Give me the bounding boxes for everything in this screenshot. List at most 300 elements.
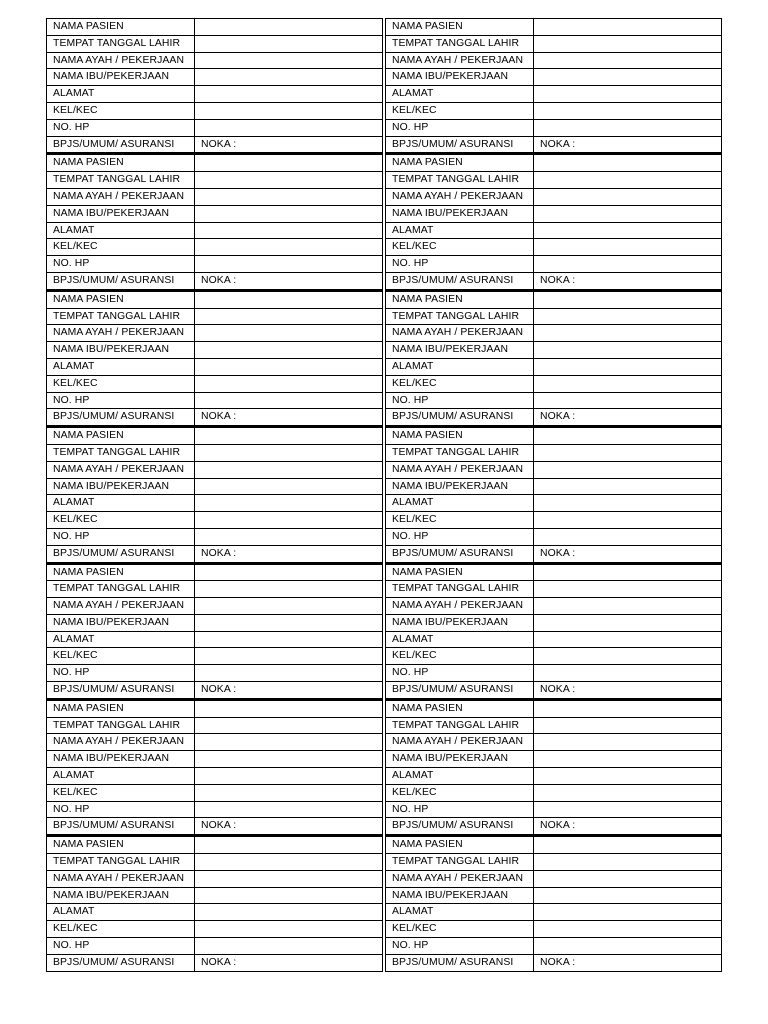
form-row [386, 358, 722, 375]
form-row [386, 751, 722, 768]
field-label: NAMA IBU/PEKERJAAN [386, 614, 534, 631]
form-row [47, 19, 383, 36]
field-label: ALAMAT [386, 904, 534, 921]
field-label: NAMA PASIEN [386, 837, 534, 854]
field-value[interactable] [534, 102, 722, 119]
field-value[interactable] [195, 325, 383, 342]
form-row [386, 734, 722, 751]
field-value[interactable] [195, 784, 383, 801]
field-value[interactable] [195, 631, 383, 648]
field-label: BPJS/UMUM/ ASURANSI [47, 136, 195, 153]
field-label: ALAMAT [386, 631, 534, 648]
form-row [386, 938, 722, 955]
field-label: NO. HP [386, 801, 534, 818]
field-label: KEL/KEC [47, 102, 195, 119]
patient-record-block [385, 291, 722, 427]
form-row [386, 495, 722, 512]
field-label: NAMA PASIEN [386, 428, 534, 445]
field-label: NAMA IBU/PEKERJAAN [47, 614, 195, 631]
field-label: NAMA PASIEN [386, 19, 534, 36]
form-row [47, 358, 383, 375]
form-row [47, 52, 383, 69]
field-value[interactable] [534, 69, 722, 86]
form-row [386, 904, 722, 921]
form-row [47, 784, 383, 801]
field-value[interactable] [534, 119, 722, 136]
field-label: ALAMAT [47, 222, 195, 239]
field-value[interactable] [195, 119, 383, 136]
field-label: BPJS/UMUM/ ASURANSI [47, 818, 195, 835]
form-row [47, 444, 383, 461]
form-row [47, 938, 383, 955]
field-label: NAMA PASIEN [47, 291, 195, 308]
field-value[interactable]: NOKA : [534, 682, 722, 699]
field-value[interactable] [195, 35, 383, 52]
field-label: KEL/KEC [386, 921, 534, 938]
field-label: NO. HP [47, 256, 195, 273]
field-value[interactable] [195, 155, 383, 172]
form-row [386, 172, 722, 189]
field-value[interactable] [195, 768, 383, 785]
field-value[interactable] [195, 52, 383, 69]
form-row [47, 35, 383, 52]
field-label: NAMA PASIEN [47, 837, 195, 854]
field-label: NAMA IBU/PEKERJAAN [386, 342, 534, 359]
field-label: NO. HP [386, 665, 534, 682]
form-row [47, 768, 383, 785]
field-value[interactable] [534, 256, 722, 273]
field-value[interactable] [534, 631, 722, 648]
field-label: ALAMAT [386, 86, 534, 103]
field-value[interactable] [195, 172, 383, 189]
field-value[interactable]: NOKA : [534, 818, 722, 835]
form-row [386, 308, 722, 325]
field-value[interactable] [195, 614, 383, 631]
field-value[interactable] [534, 734, 722, 751]
field-label: NO. HP [386, 528, 534, 545]
form-row [47, 921, 383, 938]
field-value[interactable] [195, 512, 383, 529]
field-label: ALAMAT [386, 768, 534, 785]
field-value[interactable] [534, 854, 722, 871]
patient-record-block [46, 18, 383, 154]
field-label: NO. HP [47, 938, 195, 955]
form-row [47, 717, 383, 734]
field-value[interactable] [534, 291, 722, 308]
field-label: NAMA PASIEN [386, 700, 534, 717]
field-label: NAMA AYAH / PEKERJAAN [386, 598, 534, 615]
form-row [47, 119, 383, 136]
field-value[interactable] [534, 19, 722, 36]
field-value[interactable] [534, 35, 722, 52]
field-value[interactable] [195, 102, 383, 119]
form-row [47, 870, 383, 887]
form-row [386, 598, 722, 615]
form-row [47, 155, 383, 172]
field-value[interactable] [534, 308, 722, 325]
patient-record-block [46, 700, 383, 836]
patient-record-block [46, 836, 383, 971]
field-label: NAMA PASIEN [47, 155, 195, 172]
field-value[interactable] [534, 700, 722, 717]
form-row [386, 239, 722, 256]
field-value[interactable] [534, 358, 722, 375]
form-row [47, 478, 383, 495]
field-label: NAMA AYAH / PEKERJAAN [386, 461, 534, 478]
form-row [386, 69, 722, 86]
field-value[interactable] [534, 375, 722, 392]
form-row [386, 19, 722, 36]
form-row [47, 682, 383, 699]
field-value[interactable] [195, 375, 383, 392]
form-row [386, 887, 722, 904]
form-row [47, 854, 383, 871]
patient-record-block [385, 564, 722, 700]
field-label: BPJS/UMUM/ ASURANSI [386, 682, 534, 699]
form-row [47, 700, 383, 717]
form-row [47, 461, 383, 478]
field-label: ALAMAT [47, 495, 195, 512]
field-value[interactable] [195, 205, 383, 222]
field-label: NAMA PASIEN [386, 155, 534, 172]
field-value[interactable] [195, 648, 383, 665]
field-label: NAMA IBU/PEKERJAAN [386, 478, 534, 495]
form-row [386, 272, 722, 289]
form-row [47, 495, 383, 512]
field-value[interactable] [534, 342, 722, 359]
field-label: TEMPAT TANGGAL LAHIR [386, 308, 534, 325]
field-value[interactable] [534, 581, 722, 598]
patient-record-block [46, 154, 383, 290]
field-value[interactable] [534, 239, 722, 256]
field-label: KEL/KEC [47, 239, 195, 256]
form-row [386, 700, 722, 717]
field-label: ALAMAT [47, 631, 195, 648]
field-value[interactable] [195, 461, 383, 478]
field-value[interactable] [534, 495, 722, 512]
field-value[interactable] [195, 222, 383, 239]
field-value[interactable] [534, 904, 722, 921]
field-value[interactable] [195, 870, 383, 887]
field-value[interactable] [195, 69, 383, 86]
field-value[interactable] [534, 768, 722, 785]
field-label: TEMPAT TANGGAL LAHIR [47, 172, 195, 189]
field-value[interactable] [195, 392, 383, 409]
patient-record-block [385, 427, 722, 563]
field-label: KEL/KEC [47, 375, 195, 392]
field-label: NAMA IBU/PEKERJAAN [386, 887, 534, 904]
field-value[interactable] [195, 308, 383, 325]
field-label: NAMA AYAH / PEKERJAAN [47, 52, 195, 69]
form-row [47, 375, 383, 392]
form-row [47, 598, 383, 615]
form-row [386, 818, 722, 835]
field-label: NAMA PASIEN [47, 564, 195, 581]
form-column-right [385, 18, 722, 972]
field-value[interactable] [534, 478, 722, 495]
field-value[interactable] [195, 188, 383, 205]
form-row [47, 751, 383, 768]
patient-record-block [385, 18, 722, 154]
field-label: KEL/KEC [47, 784, 195, 801]
field-value[interactable] [534, 564, 722, 581]
field-label: NAMA IBU/PEKERJAAN [386, 69, 534, 86]
form-row [386, 631, 722, 648]
form-row [386, 768, 722, 785]
field-value[interactable] [195, 239, 383, 256]
field-label: TEMPAT TANGGAL LAHIR [47, 308, 195, 325]
field-value[interactable] [534, 717, 722, 734]
field-value[interactable] [534, 512, 722, 529]
field-label: NAMA AYAH / PEKERJAAN [386, 325, 534, 342]
field-label: NAMA IBU/PEKERJAAN [47, 478, 195, 495]
field-value[interactable] [534, 614, 722, 631]
field-label: NAMA PASIEN [386, 291, 534, 308]
field-value[interactable] [534, 598, 722, 615]
field-label: BPJS/UMUM/ ASURANSI [386, 545, 534, 562]
field-value[interactable]: NOKA : [195, 409, 383, 426]
field-label: BPJS/UMUM/ ASURANSI [386, 136, 534, 153]
field-label: NAMA AYAH / PEKERJAAN [47, 188, 195, 205]
patient-record-block [385, 154, 722, 290]
field-label: KEL/KEC [386, 102, 534, 119]
field-label: ALAMAT [47, 86, 195, 103]
field-label: TEMPAT TANGGAL LAHIR [47, 444, 195, 461]
field-value[interactable] [534, 938, 722, 955]
field-label: NAMA IBU/PEKERJAAN [47, 342, 195, 359]
field-label: KEL/KEC [386, 648, 534, 665]
field-value[interactable] [534, 887, 722, 904]
form-row [386, 545, 722, 562]
field-label: NO. HP [47, 528, 195, 545]
field-label: NAMA AYAH / PEKERJAAN [47, 461, 195, 478]
field-value[interactable] [195, 528, 383, 545]
form-row [47, 86, 383, 103]
form-row [47, 564, 383, 581]
field-label: ALAMAT [386, 358, 534, 375]
form-row [386, 52, 722, 69]
form-row [47, 648, 383, 665]
field-value[interactable] [195, 342, 383, 359]
form-row [47, 631, 383, 648]
field-value[interactable] [534, 155, 722, 172]
form-row [47, 308, 383, 325]
field-value[interactable] [195, 581, 383, 598]
field-label: KEL/KEC [386, 375, 534, 392]
field-value[interactable] [195, 564, 383, 581]
field-value[interactable] [534, 751, 722, 768]
form-row [386, 222, 722, 239]
field-value[interactable] [195, 887, 383, 904]
field-value[interactable] [195, 478, 383, 495]
field-value[interactable] [534, 222, 722, 239]
field-label: BPJS/UMUM/ ASURANSI [47, 682, 195, 699]
form-row [386, 444, 722, 461]
field-value[interactable] [195, 428, 383, 445]
field-value[interactable] [195, 700, 383, 717]
form-row [47, 188, 383, 205]
field-label: NO. HP [386, 938, 534, 955]
field-value[interactable] [195, 904, 383, 921]
form-row [47, 392, 383, 409]
form-row [386, 136, 722, 153]
field-value[interactable] [534, 52, 722, 69]
form-row [47, 172, 383, 189]
field-value[interactable]: NOKA : [195, 818, 383, 835]
field-value[interactable] [534, 428, 722, 445]
field-value[interactable] [534, 784, 722, 801]
field-label: NAMA IBU/PEKERJAAN [386, 751, 534, 768]
form-row [386, 648, 722, 665]
field-value[interactable] [195, 291, 383, 308]
field-label: NAMA IBU/PEKERJAAN [47, 205, 195, 222]
field-value[interactable] [195, 837, 383, 854]
form-row [47, 734, 383, 751]
field-value[interactable] [195, 256, 383, 273]
field-label: TEMPAT TANGGAL LAHIR [47, 717, 195, 734]
field-label: NO. HP [386, 392, 534, 409]
form-row [386, 256, 722, 273]
field-value[interactable] [534, 392, 722, 409]
field-label: TEMPAT TANGGAL LAHIR [47, 581, 195, 598]
form-row [386, 86, 722, 103]
field-label: TEMPAT TANGGAL LAHIR [47, 35, 195, 52]
field-value[interactable] [534, 172, 722, 189]
field-label: NO. HP [47, 119, 195, 136]
field-value[interactable] [534, 188, 722, 205]
form-row [47, 69, 383, 86]
field-label: KEL/KEC [386, 784, 534, 801]
field-value[interactable] [195, 598, 383, 615]
field-value[interactable]: NOKA : [195, 545, 383, 562]
field-label: TEMPAT TANGGAL LAHIR [386, 717, 534, 734]
form-row [47, 256, 383, 273]
form-row [47, 409, 383, 426]
field-value[interactable] [534, 921, 722, 938]
form-row [47, 205, 383, 222]
form-row [386, 392, 722, 409]
field-value[interactable] [195, 495, 383, 512]
field-value[interactable] [195, 734, 383, 751]
field-value[interactable] [534, 648, 722, 665]
form-row [386, 342, 722, 359]
field-value[interactable]: NOKA : [534, 272, 722, 289]
field-value[interactable] [195, 717, 383, 734]
form-row [47, 272, 383, 289]
form-row [47, 904, 383, 921]
field-label: NAMA IBU/PEKERJAAN [47, 751, 195, 768]
field-value[interactable] [195, 86, 383, 103]
form-row [386, 682, 722, 699]
field-label: NAMA AYAH / PEKERJAAN [386, 870, 534, 887]
field-value[interactable]: NOKA : [195, 272, 383, 289]
form-row [47, 239, 383, 256]
field-value[interactable] [534, 528, 722, 545]
form-row [386, 921, 722, 938]
field-label: TEMPAT TANGGAL LAHIR [386, 444, 534, 461]
form-row [47, 837, 383, 854]
form-row [386, 205, 722, 222]
field-value[interactable]: NOKA : [534, 545, 722, 562]
form-row [386, 837, 722, 854]
field-value[interactable] [195, 801, 383, 818]
field-label: NAMA PASIEN [47, 19, 195, 36]
field-label: BPJS/UMUM/ ASURANSI [47, 954, 195, 971]
field-value[interactable] [195, 665, 383, 682]
field-value[interactable] [195, 358, 383, 375]
form-row [386, 717, 722, 734]
field-value[interactable] [534, 444, 722, 461]
form-column-left [46, 18, 383, 972]
form-row [47, 614, 383, 631]
patient-record-block [46, 291, 383, 427]
field-value[interactable] [534, 801, 722, 818]
field-value[interactable]: NOKA : [195, 682, 383, 699]
form-row [47, 291, 383, 308]
field-value[interactable]: NOKA : [534, 954, 722, 971]
field-label: BPJS/UMUM/ ASURANSI [47, 409, 195, 426]
form-row [386, 784, 722, 801]
field-label: ALAMAT [47, 768, 195, 785]
field-value[interactable] [195, 444, 383, 461]
field-value[interactable] [534, 205, 722, 222]
form-row [386, 375, 722, 392]
field-label: NAMA AYAH / PEKERJAAN [386, 188, 534, 205]
field-value[interactable] [534, 665, 722, 682]
form-row [386, 428, 722, 445]
field-label: BPJS/UMUM/ ASURANSI [386, 954, 534, 971]
field-label: ALAMAT [386, 495, 534, 512]
form-row [386, 461, 722, 478]
form-row [47, 801, 383, 818]
form-row [386, 614, 722, 631]
field-value[interactable] [195, 938, 383, 955]
patient-record-block [46, 427, 383, 563]
field-value[interactable] [195, 19, 383, 36]
form-row [386, 854, 722, 871]
form-row [47, 528, 383, 545]
field-value[interactable] [195, 751, 383, 768]
field-value[interactable] [195, 854, 383, 871]
field-value[interactable]: NOKA : [534, 136, 722, 153]
field-label: ALAMAT [47, 358, 195, 375]
form-row [47, 665, 383, 682]
form-row [386, 665, 722, 682]
field-value[interactable] [534, 86, 722, 103]
form-row [386, 409, 722, 426]
field-label: NAMA PASIEN [386, 564, 534, 581]
field-value[interactable]: NOKA : [534, 409, 722, 426]
field-label: NAMA IBU/PEKERJAAN [47, 887, 195, 904]
field-value[interactable]: NOKA : [195, 954, 383, 971]
form-row [47, 818, 383, 835]
form-row [47, 887, 383, 904]
field-value[interactable] [534, 837, 722, 854]
form-row [386, 155, 722, 172]
field-label: KEL/KEC [47, 921, 195, 938]
form-row [47, 954, 383, 971]
field-label: ALAMAT [47, 904, 195, 921]
field-value[interactable]: NOKA : [195, 136, 383, 153]
form-row [386, 291, 722, 308]
field-value[interactable] [195, 921, 383, 938]
field-value[interactable] [534, 870, 722, 887]
field-label: TEMPAT TANGGAL LAHIR [47, 854, 195, 871]
field-value[interactable] [534, 325, 722, 342]
form-row [386, 581, 722, 598]
field-label: NAMA IBU/PEKERJAAN [386, 205, 534, 222]
field-value[interactable] [534, 461, 722, 478]
